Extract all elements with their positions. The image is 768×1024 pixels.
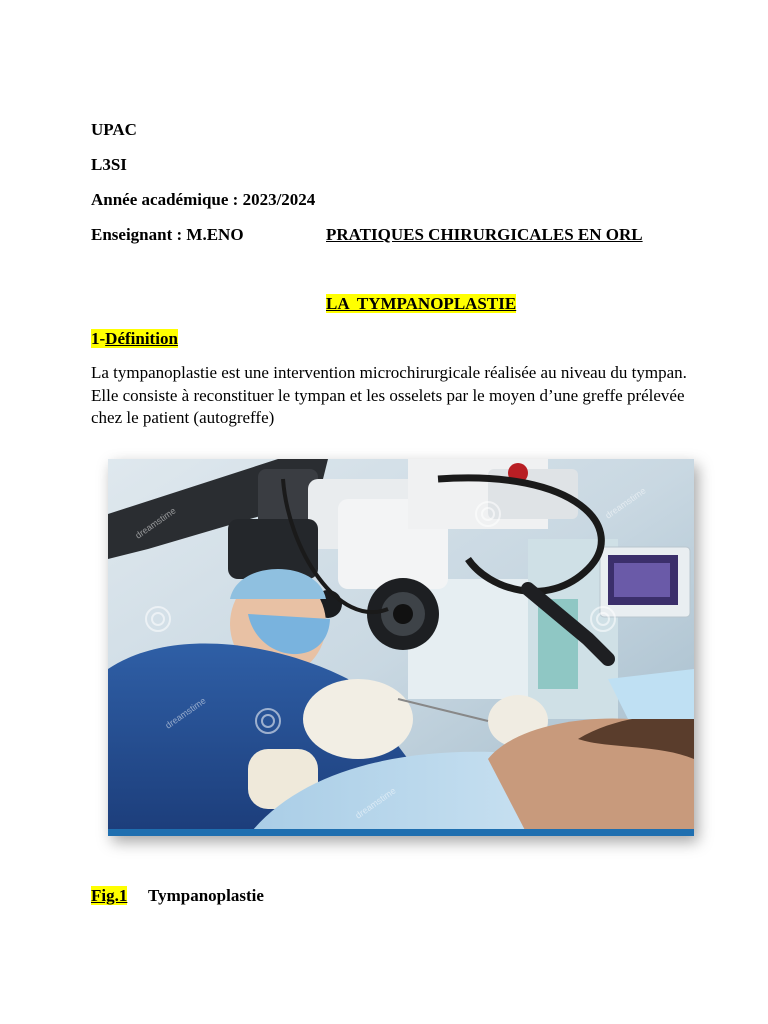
figure-label <box>91 886 127 906</box>
section-number: 1- <box>91 329 106 348</box>
document-title <box>326 294 516 314</box>
watermark-text: dreamstime <box>603 485 648 521</box>
class-level: L3SI <box>91 155 127 174</box>
watermark-text: dreamstime <box>163 695 208 731</box>
watermark-text: dreamstime <box>353 785 398 821</box>
document-title-text: LA TYMPANOPLASTIE <box>326 294 517 313</box>
definition-paragraph: La tympanoplastie est une intervention microchirurgicale réalisée au niveau du tympan. Elle consiste à reconstituer le tympan et les osselets par le moyen d’une greffe prélevée chez le patient (autogreffe) <box>91 363 687 427</box>
institution-name: UPAC <box>91 120 137 139</box>
course-title: PRATIQUES CHIRURGICALES EN ORL <box>326 225 643 244</box>
figure-caption: Tympanoplastie <box>148 886 264 905</box>
surgery-photo <box>108 459 694 836</box>
section-heading <box>91 329 178 349</box>
academic-year: Année académique : 2023/2024 <box>91 190 316 209</box>
figure-number: Fig.1 <box>91 886 128 905</box>
teacher-name: Enseignant : M.ENO <box>91 225 244 244</box>
section-heading-text: Définition <box>105 329 178 348</box>
photo-bottom-bar <box>108 829 694 836</box>
watermark-text: dreamstime <box>133 505 178 541</box>
